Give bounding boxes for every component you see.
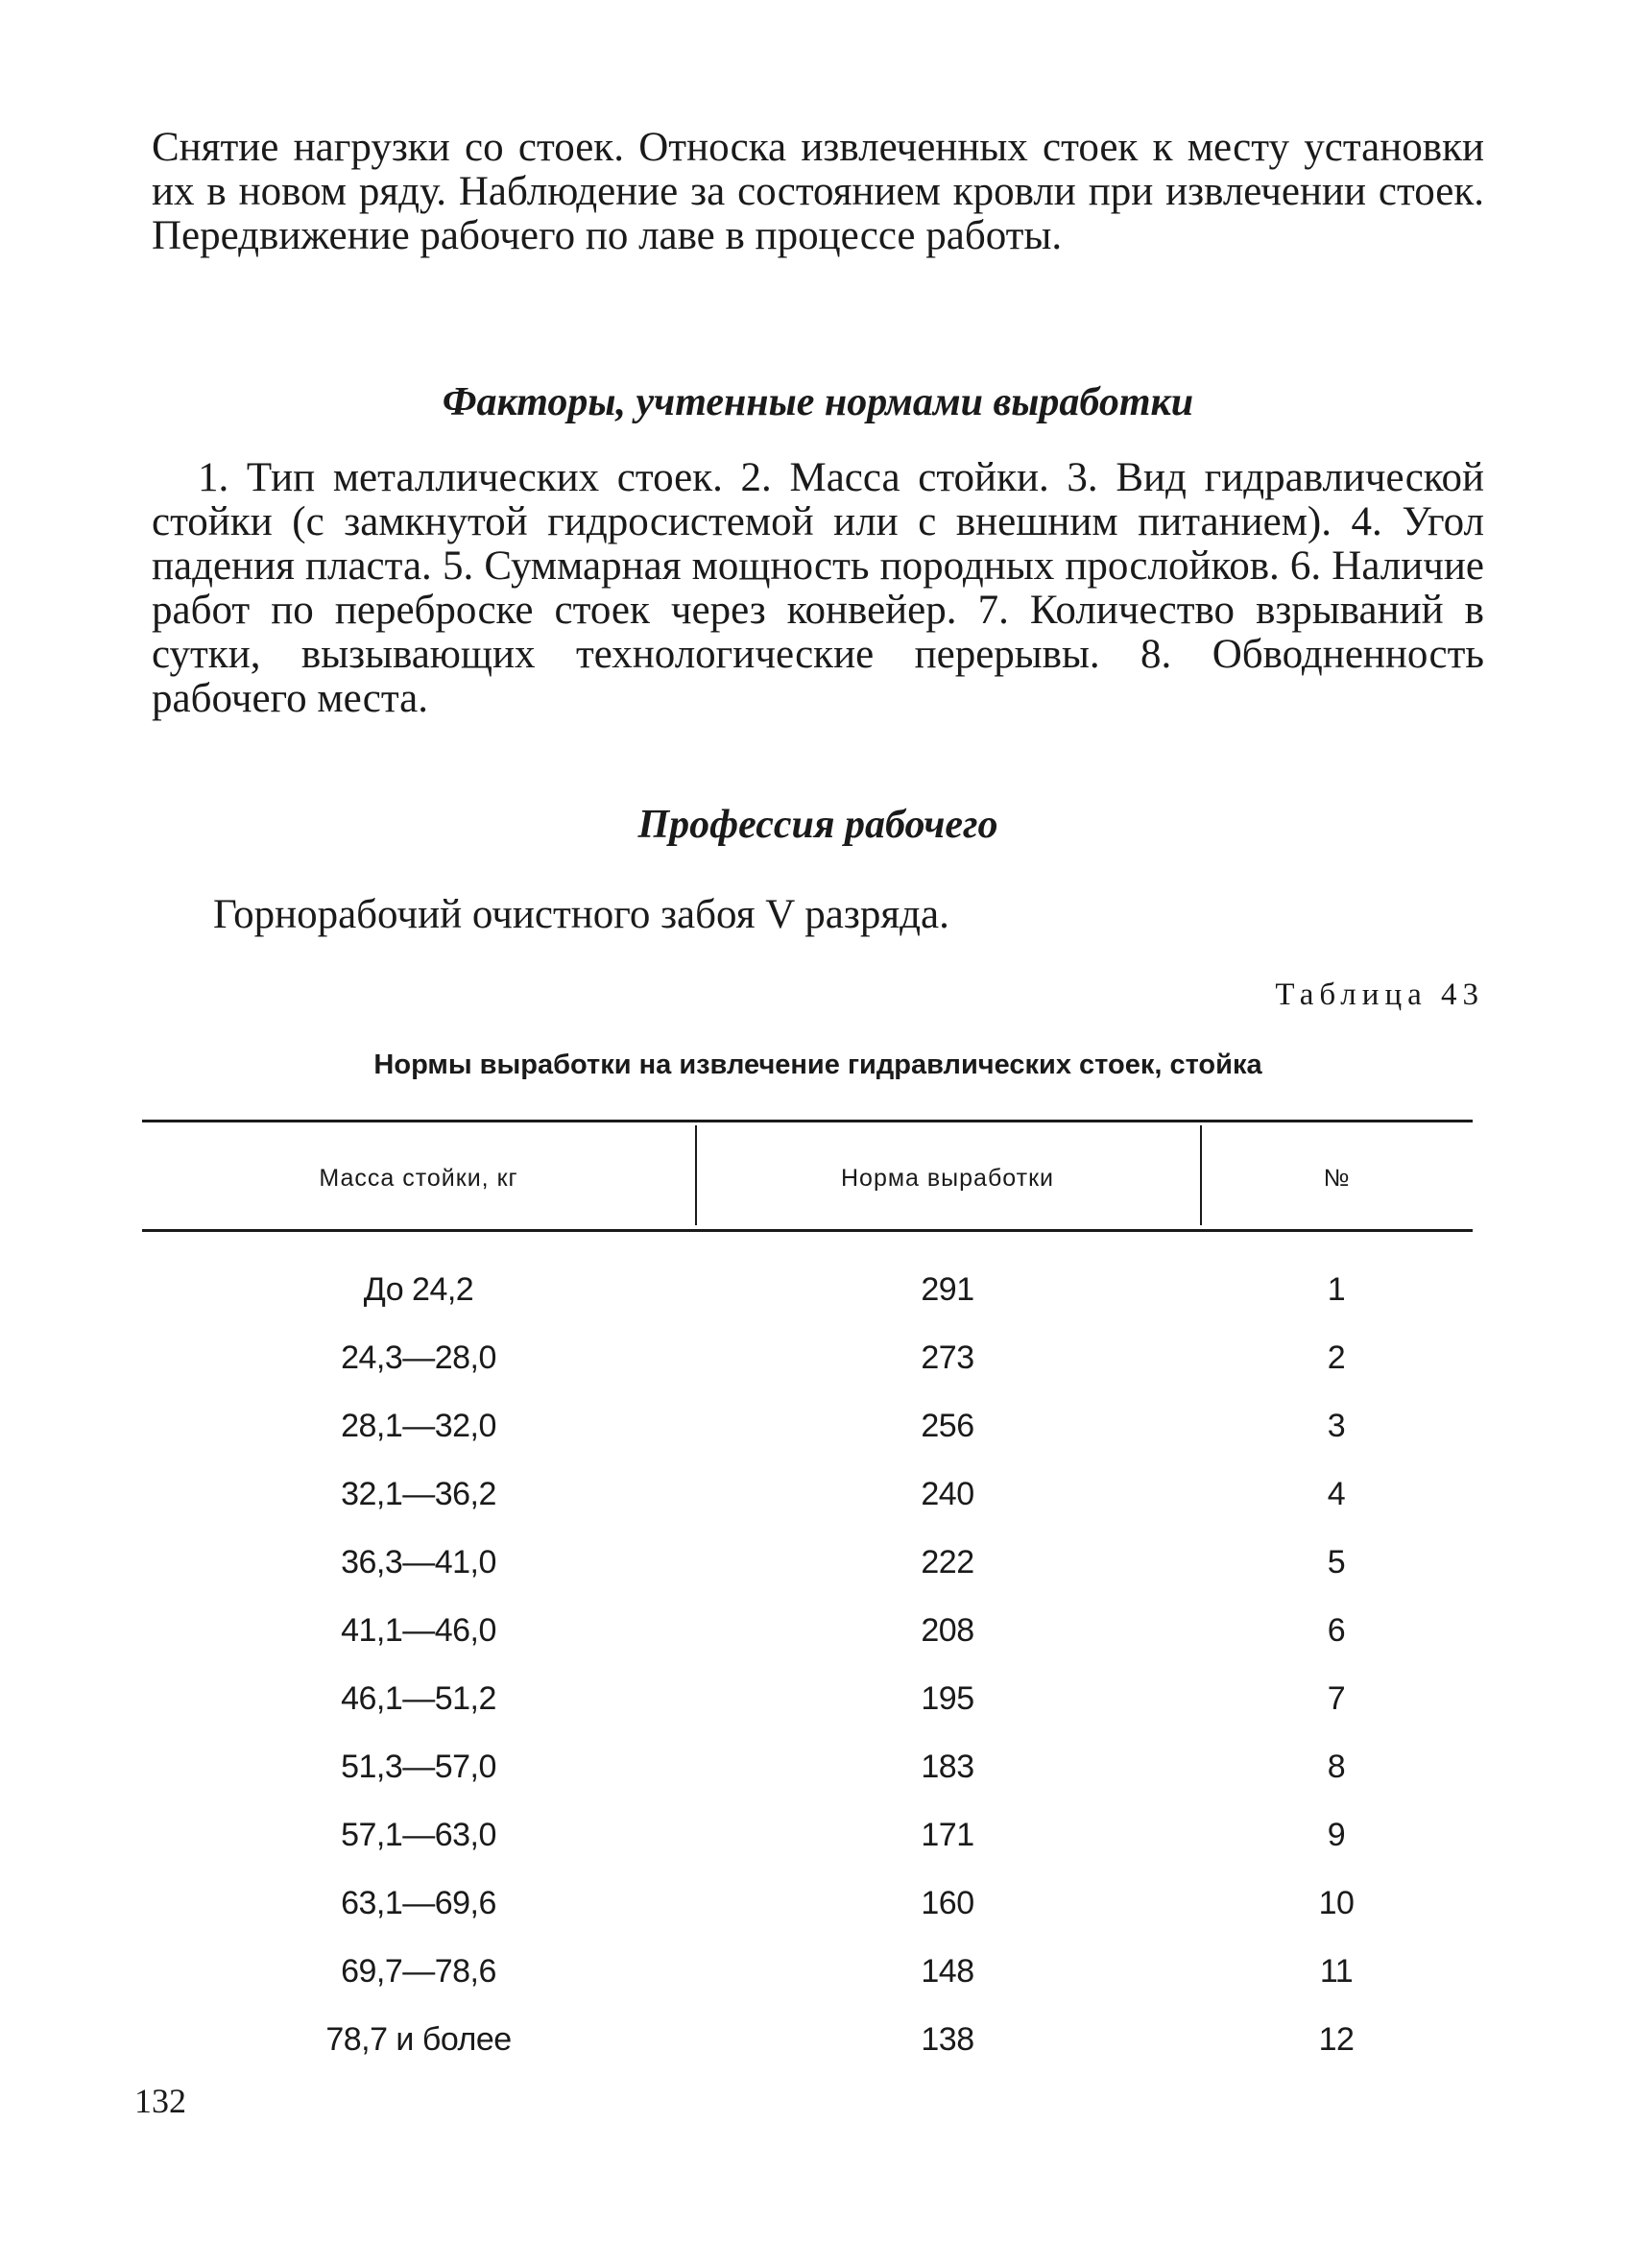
intro-paragraph: Снятие нагрузки со стоек. Относка извлеченных стоек к месту установки их в новом ряду. Наблюдение за состоянием кровли при извлечении стоек. Передвижение рабочего по лаве в процессе работы.: [152, 125, 1484, 258]
cell-mass: До 24,2: [363, 1271, 474, 1308]
table-row: [142, 1339, 1473, 1408]
factors-heading: Факторы, учтенные нормами выработки: [442, 380, 1194, 424]
cell-number: 6: [1327, 1612, 1346, 1649]
table-row: [142, 1612, 1473, 1680]
cell-number: 5: [1327, 1544, 1346, 1580]
table-row: [142, 1544, 1473, 1612]
table-row: [142, 1953, 1473, 2021]
table-title: Нормы выработки на извлечение гидравлических стоек, стойка: [373, 1050, 1262, 1080]
cell-norm: 222: [921, 1544, 974, 1580]
cell-norm: 273: [921, 1339, 974, 1376]
cell-number: 4: [1327, 1476, 1346, 1512]
table-body: [142, 1271, 1473, 2089]
cell-number: 7: [1327, 1680, 1346, 1717]
cell-norm: 291: [921, 1271, 974, 1308]
table-row: [142, 1408, 1473, 1476]
cell-mass: 57,1—63,0: [341, 1817, 496, 1853]
cell-mass: 28,1—32,0: [341, 1408, 496, 1444]
cell-mass: 51,3—57,0: [341, 1749, 496, 1785]
cell-number: 10: [1318, 1885, 1355, 1921]
cell-norm: 183: [921, 1749, 974, 1785]
cell-norm: 208: [921, 1612, 974, 1649]
table-row: [142, 1680, 1473, 1749]
header-number: №: [1323, 1165, 1350, 1192]
table-row: [142, 1885, 1473, 1953]
table-row: [142, 2021, 1473, 2089]
cell-norm: 171: [921, 1817, 974, 1853]
profession-text: Горнорабочий очистного забоя V разряда.: [213, 892, 949, 937]
cell-number: 12: [1318, 2021, 1355, 2058]
table-row: [142, 1749, 1473, 1817]
cell-number: 1: [1327, 1271, 1346, 1308]
cell-norm: 148: [921, 1953, 974, 1990]
header-mass: Масса стойки, кг: [319, 1165, 518, 1192]
cell-number: 2: [1327, 1339, 1346, 1376]
cell-norm: 160: [921, 1885, 974, 1921]
cell-number: 3: [1327, 1408, 1346, 1444]
cell-mass: 24,3—28,0: [341, 1339, 496, 1376]
cell-norm: 240: [921, 1476, 974, 1512]
cell-norm: 195: [921, 1680, 974, 1717]
cell-norm: 256: [921, 1408, 974, 1444]
profession-heading: Профессия рабочего: [637, 803, 998, 847]
table-header-rule: [142, 1229, 1473, 1232]
cell-mass: 41,1—46,0: [341, 1612, 496, 1649]
table-top-rule: [142, 1120, 1473, 1122]
cell-number: 8: [1327, 1749, 1346, 1785]
cell-mass: 63,1—69,6: [341, 1885, 496, 1921]
header-norm: Норма выработки: [841, 1165, 1054, 1192]
cell-mass: 32,1—36,2: [341, 1476, 496, 1512]
table-row: [142, 1476, 1473, 1544]
cell-mass: 46,1—51,2: [341, 1680, 496, 1717]
cell-norm: 138: [921, 2021, 974, 2058]
cell-number: 11: [1319, 1953, 1354, 1990]
table-row: [142, 1817, 1473, 1885]
table-number: Таблица 43: [1275, 977, 1484, 1012]
cell-mass: 78,7 и более: [325, 2021, 512, 2058]
cell-number: 9: [1327, 1817, 1346, 1853]
cell-mass: 69,7—78,6: [341, 1953, 496, 1990]
table-row: [142, 1271, 1473, 1339]
cell-mass: 36,3—41,0: [341, 1544, 496, 1580]
factors-paragraph: 1. Тип металлических стоек. 2. Масса стойки. 3. Вид гидравлической стойки (с замкнутой гидросистемой или с внешним питанием). 4. Угол падения пласта. 5. Суммарная мощность породных прослойков. 6. Наличие работ по переброске стоек через конвейер. 7. Количество взрываний в сутки, вызывающих технологические перерывы. 8. Обводненность рабочего места.: [152, 455, 1484, 721]
page-number: 132: [134, 2082, 186, 2120]
